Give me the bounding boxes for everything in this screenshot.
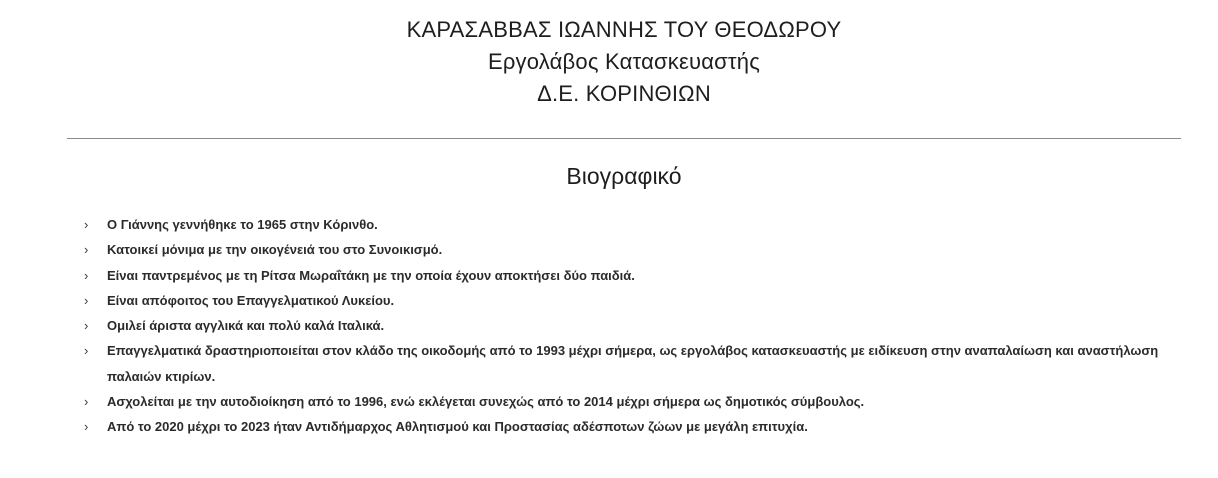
chevron-right-icon: ›	[84, 217, 89, 232]
chevron-right-icon: ›	[84, 318, 89, 334]
bio-item-text: Επαγγελματικά δραστηριοποιείται στον κλάδο της οικοδομής από το 1993 μέχρι σήμερα, ως εργολάβος κατασκευαστής με ειδίκευση στην αναπαλαίωση και αναστήλωση παλαιών κτιρίων.	[107, 343, 1159, 384]
bio-item-text: Είναι απόφοιτος του Επαγγελματικού Λυκείου.	[107, 292, 395, 308]
profession-title: Εργολάβος Κατασκευαστής	[487, 49, 761, 74]
bio-item	[84, 212, 1174, 237]
bio-item-text: Κατοικεί μόνιμα με την οικογένειά του στο Συνοικισμό.	[107, 242, 443, 258]
bio-item	[84, 313, 1174, 338]
bio-item-text: Ο Γιάννης γεννήθηκε το 1965 στην Κόρινθο.	[107, 217, 378, 232]
bio-item-text: Ασχολείται με την αυτοδιοίκηση από το 1996, ενώ εκλέγεται συνεχώς από το 2014 μέχρι σήμερα ως δημοτικός σύμβουλος.	[107, 394, 865, 410]
page-header	[0, 14, 1218, 110]
bio-item	[84, 389, 1174, 414]
chevron-right-icon: ›	[84, 292, 89, 308]
bio-item	[84, 338, 1174, 389]
bio-item	[84, 288, 1174, 313]
bio-item	[84, 263, 1174, 288]
chevron-right-icon: ›	[84, 267, 89, 283]
bio-item	[84, 237, 1174, 262]
person-name: ΚΑΡΑΣΑΒΒΑΣ ΙΩΑΝΝΗΣ ΤΟΥ ΘΕΟΔΩΡΟΥ	[406, 17, 842, 42]
chevron-right-icon: ›	[84, 394, 89, 410]
bio-item	[84, 414, 1174, 439]
municipality-title: Δ.Ε. ΚΟΡΙΝΘΙΩΝ	[537, 81, 711, 106]
chevron-right-icon: ›	[84, 242, 89, 258]
header-divider	[67, 138, 1181, 139]
bio-list	[84, 212, 1174, 440]
chevron-right-icon: ›	[84, 419, 89, 435]
chevron-right-icon: ›	[84, 343, 89, 359]
section-title: Βιογραφικό	[566, 163, 682, 189]
bio-item-text: Είναι παντρεμένος με τη Ρίτσα Μωραΐτάκη με την οποία έχουν αποκτήσει δύο παιδιά.	[107, 267, 635, 283]
bio-item-text: Από το 2020 μέχρι το 2023 ήταν Αντιδήμαρχος Αθλητισμού και Προστασίας αδέσποτων ζώων με μεγάλη επιτυχία.	[107, 419, 808, 435]
bio-item-text: Ομιλεί άριστα αγγλικά και πολύ καλά Ιταλικά.	[107, 318, 385, 334]
